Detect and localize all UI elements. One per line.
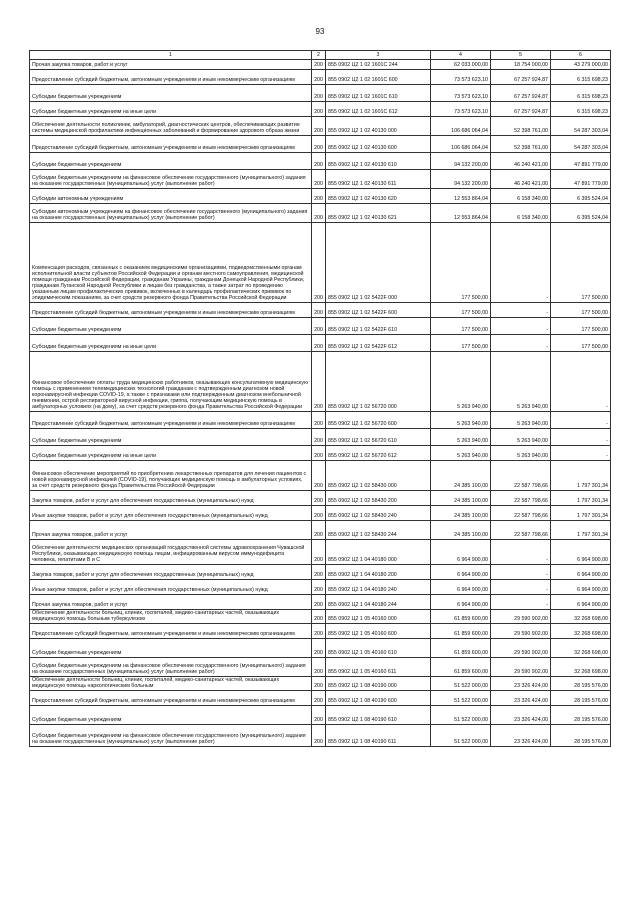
- row-name: Субсидии бюджетным учреждениям на финансовое обеспечение государственного (муниципального) задания на оказание государственных (муниципальных) услуг (выполнение работ): [30, 725, 312, 747]
- row-code: 200: [312, 725, 326, 747]
- table-row: [30, 204, 611, 223]
- row-value-approved: 51 522 000,00: [431, 706, 491, 725]
- row-value-executed: 5 263 940,00: [491, 446, 551, 461]
- row-name: Субсидии автономным учреждениям на финансовое обеспечение государственного (муниципального) задания на оказание государственных (муниципальных) услуг (выполнение работ): [30, 204, 312, 223]
- table-row: [30, 335, 611, 352]
- row-code: 200: [312, 102, 326, 117]
- table-row: [30, 540, 611, 565]
- row-value-approved: 94 132 200,00: [431, 170, 491, 189]
- table-row: [30, 446, 611, 461]
- row-value-unexecuted: 32 268 698,00: [551, 624, 611, 639]
- row-value-executed: 23 326 424,00: [491, 706, 551, 725]
- table-row: [30, 491, 611, 506]
- row-name: Субсидии бюджетным учреждениям на иные цели: [30, 102, 312, 117]
- table-row: [30, 658, 611, 677]
- row-value-approved: 6 964 900,00: [431, 595, 491, 610]
- row-code: 200: [312, 691, 326, 706]
- table-row: [30, 580, 611, 595]
- row-value-executed: 22 587 798,66: [491, 506, 551, 521]
- table-row: [30, 60, 611, 70]
- row-value-executed: 18 754 000,00: [491, 60, 551, 70]
- row-value-approved: 94 132 200,00: [431, 153, 491, 170]
- row-value-unexecuted: 6 315 698,23: [551, 70, 611, 85]
- row-classification-code: 855 0902 Ц2 1 08 40190 610: [326, 706, 431, 725]
- row-code: 200: [312, 352, 326, 412]
- row-value-approved: 12 553 864,04: [431, 204, 491, 223]
- row-value-executed: 67 257 924,87: [491, 85, 551, 102]
- row-value-executed: 23 326 424,00: [491, 677, 551, 691]
- row-code: 200: [312, 70, 326, 85]
- row-classification-code: 855 0902 Ц2 1 02 40130 600: [326, 136, 431, 153]
- row-code: 200: [312, 204, 326, 223]
- row-value-executed: -: [491, 540, 551, 565]
- table-row: [30, 706, 611, 725]
- row-value-executed: 29 590 902,00: [491, 639, 551, 658]
- row-value-unexecuted: 6 964 900,00: [551, 580, 611, 595]
- table-row: [30, 102, 611, 117]
- row-value-unexecuted: 177 500,00: [551, 303, 611, 318]
- row-value-executed: 5 263 940,00: [491, 429, 551, 446]
- row-value-executed: 22 587 798,66: [491, 461, 551, 491]
- row-classification-code: 855 0902 Ц2 1 02 56720 610: [326, 429, 431, 446]
- row-code: 200: [312, 223, 326, 303]
- table-row: [30, 677, 611, 691]
- row-classification-code: 855 0902 Ц2 1 02 58430 244: [326, 521, 431, 540]
- row-value-executed: 6 158 340,00: [491, 189, 551, 204]
- row-value-approved: 73 573 623,10: [431, 70, 491, 85]
- table-row: [30, 610, 611, 624]
- row-classification-code: 855 0902 Ц2 1 05 40160 610: [326, 639, 431, 658]
- row-value-executed: -: [491, 335, 551, 352]
- row-value-executed: 46 240 421,00: [491, 153, 551, 170]
- row-classification-code: 855 0902 Ц2 1 02 58430 000: [326, 461, 431, 491]
- row-value-approved: 24 385 100,00: [431, 461, 491, 491]
- row-classification-code: 855 0902 Ц2 1 04 40180 244: [326, 595, 431, 610]
- row-value-executed: 52 398 761,00: [491, 117, 551, 136]
- row-code: 200: [312, 136, 326, 153]
- row-value-unexecuted: 6 395 524,04: [551, 204, 611, 223]
- row-value-unexecuted: -: [551, 429, 611, 446]
- row-value-unexecuted: 1 797 301,34: [551, 491, 611, 506]
- table-row: [30, 170, 611, 189]
- row-code: 200: [312, 491, 326, 506]
- row-value-unexecuted: 28 195 576,00: [551, 706, 611, 725]
- row-classification-code: 855 0902 Ц2 1 02 1601С 610: [326, 85, 431, 102]
- row-value-executed: 23 326 424,00: [491, 725, 551, 747]
- row-value-approved: 61 859 600,00: [431, 639, 491, 658]
- table-row: [30, 565, 611, 580]
- row-value-approved: 177 500,00: [431, 303, 491, 318]
- column-header: 5: [491, 51, 551, 60]
- row-name: Обеспечение деятельности больниц, клиник, госпиталей, медико-санитарных частей, оказывающих медицинскую помощь больным туберкулезом: [30, 610, 312, 624]
- row-value-unexecuted: -: [551, 446, 611, 461]
- row-value-unexecuted: 177 500,00: [551, 223, 611, 303]
- page-number: 93: [315, 27, 325, 36]
- row-name: Обеспечение деятельности больниц, клиник, госпиталей, медико-санитарных частей, оказывающих медицинскую помощь наркологическим больным: [30, 677, 312, 691]
- row-value-executed: -: [491, 580, 551, 595]
- row-value-unexecuted: 28 195 576,00: [551, 677, 611, 691]
- row-name: Прочая закупка товаров, работ и услуг: [30, 521, 312, 540]
- row-value-approved: 51 522 000,00: [431, 725, 491, 747]
- row-code: 200: [312, 580, 326, 595]
- row-value-executed: 23 326 424,00: [491, 691, 551, 706]
- row-value-executed: 22 587 798,66: [491, 491, 551, 506]
- row-classification-code: 855 0902 Ц2 1 08 40190 611: [326, 725, 431, 747]
- row-classification-code: 855 0902 Ц2 1 02 1601С 244: [326, 60, 431, 70]
- row-code: 200: [312, 429, 326, 446]
- row-value-executed: -: [491, 565, 551, 580]
- table-row: [30, 117, 611, 136]
- row-value-unexecuted: 47 891 779,00: [551, 153, 611, 170]
- row-value-unexecuted: 54 287 303,04: [551, 136, 611, 153]
- row-name: Предоставление субсидий бюджетным, автономным учреждениям и иным некоммерческим организациям: [30, 691, 312, 706]
- row-name: Предоставление субсидий бюджетным, автономным учреждениям и иным некоммерческим организациям: [30, 136, 312, 153]
- column-header: 1: [30, 51, 312, 60]
- column-header: 3: [326, 51, 431, 60]
- column-header: 6: [551, 51, 611, 60]
- row-name: Прочая закупка товаров, работ и услуг: [30, 595, 312, 610]
- row-code: 200: [312, 85, 326, 102]
- row-value-approved: 177 500,00: [431, 223, 491, 303]
- row-name: Обеспечение деятельности медицинских организаций государственной системы здравоохранения Чувашской Республики, оказывающих медицинскую помощь лицам, инфицированным вирусом иммунодефицита человека, гепатитами B и C: [30, 540, 312, 565]
- row-name: Финансовое обеспечение оплаты труда медицинских работников, оказывающих консультативную медицинскую помощь с применением телемедицинских технологий гражданам с подтвержденным диагнозом новой коронавирусной инфекции COVID-19, а также с признаками или подтвержденным диагнозом внебольничной пневмонии, острой респираторной вирусной инфекции, гриппа, получающим медицинскую помощь в амбулаторных условиях (на дому), за счет средств резервного фонда Правительства Российской Федерации: [30, 352, 312, 412]
- table-row: [30, 153, 611, 170]
- row-code: 200: [312, 624, 326, 639]
- row-value-approved: 61 859 600,00: [431, 624, 491, 639]
- row-name: Субсидии бюджетным учреждениям на иные цели: [30, 335, 312, 352]
- row-value-executed: -: [491, 318, 551, 335]
- row-code: 200: [312, 303, 326, 318]
- budget-table: [29, 50, 611, 747]
- row-value-unexecuted: 177 500,00: [551, 318, 611, 335]
- row-classification-code: 855 0902 Ц2 1 02 5422F 610: [326, 318, 431, 335]
- column-header: 4: [431, 51, 491, 60]
- table-row: [30, 303, 611, 318]
- row-value-unexecuted: 32 268 698,00: [551, 639, 611, 658]
- row-value-executed: -: [491, 595, 551, 610]
- row-code: 200: [312, 189, 326, 204]
- row-classification-code: 855 0902 Ц2 1 02 56720 600: [326, 412, 431, 429]
- row-value-approved: 12 553 864,04: [431, 189, 491, 204]
- row-value-unexecuted: -: [551, 352, 611, 412]
- row-code: 200: [312, 117, 326, 136]
- table-row: [30, 318, 611, 335]
- row-value-approved: 73 573 623,10: [431, 102, 491, 117]
- row-classification-code: 855 0902 Ц2 1 02 40130 000: [326, 117, 431, 136]
- row-code: 200: [312, 153, 326, 170]
- row-value-executed: 29 590 902,00: [491, 658, 551, 677]
- row-name: Закупка товаров, работ и услуг для обеспечения государственных (муниципальных) нужд: [30, 565, 312, 580]
- row-value-unexecuted: 177 500,00: [551, 335, 611, 352]
- row-classification-code: 855 0902 Ц2 1 02 40130 620: [326, 189, 431, 204]
- row-classification-code: 855 0902 Ц2 1 02 56720 000: [326, 352, 431, 412]
- row-value-approved: 106 686 064,04: [431, 117, 491, 136]
- row-value-approved: 5 263 940,00: [431, 352, 491, 412]
- row-value-approved: 5 263 940,00: [431, 412, 491, 429]
- row-name: Субсидии бюджетным учреждениям на финансовое обеспечение государственного (муниципального) задания на оказание государственных (муниципальных) услуг (выполнение работ): [30, 658, 312, 677]
- row-value-unexecuted: 32 268 698,00: [551, 610, 611, 624]
- row-classification-code: 855 0902 Ц2 1 08 40190 600: [326, 691, 431, 706]
- table-row: [30, 429, 611, 446]
- row-value-approved: 177 500,00: [431, 335, 491, 352]
- row-name: Субсидии бюджетным учреждениям: [30, 639, 312, 658]
- row-classification-code: 855 0902 Ц2 1 02 40130 611: [326, 170, 431, 189]
- row-code: 200: [312, 318, 326, 335]
- row-name: Субсидии бюджетным учреждениям: [30, 85, 312, 102]
- row-value-approved: 62 033 000,00: [431, 60, 491, 70]
- row-value-unexecuted: 47 891 779,00: [551, 170, 611, 189]
- row-classification-code: 855 0902 Ц2 1 04 40180 200: [326, 565, 431, 580]
- row-name: Обеспечение деятельности поликлиник, амбулаторий, диагностических центров, обеспечивающих развитие системы медицинской профилактики инфекционных заболеваний и формирование здорового образа жизни: [30, 117, 312, 136]
- table-row: [30, 725, 611, 747]
- row-value-executed: 6 158 340,00: [491, 204, 551, 223]
- row-classification-code: 855 0902 Ц2 1 05 40160 000: [326, 610, 431, 624]
- table-row: [30, 189, 611, 204]
- row-name: Субсидии бюджетным учреждениям: [30, 318, 312, 335]
- row-name: Компенсация расходов, связанных с оказанием медицинскими организациями, подведомственными органам исполнительной власти субъектов Российской Федерации и органам местного самоуправления, медицинской помощи гражданам Российской Федерации, гражданам Украины, гражданам Донецкой Народной Республики, гражданам Луганской Народной Республики и лицам без гражданства, а также затрат по проведению указанным лицам профилактических прививок, включенных в календарь профилактических прививок по эпидемическим показаниям, за счет средств резервного фонда Правительства Российской Федерации: [30, 223, 312, 303]
- row-value-unexecuted: 6 315 698,23: [551, 85, 611, 102]
- row-code: 200: [312, 60, 326, 70]
- row-name: Прочая закупка товаров, работ и услуг: [30, 60, 312, 70]
- row-name: Предоставление субсидий бюджетным, автономным учреждениям и иным некоммерческим организациям: [30, 624, 312, 639]
- row-value-executed: -: [491, 223, 551, 303]
- row-classification-code: 855 0902 Ц2 1 02 5422F 612: [326, 335, 431, 352]
- table-row: [30, 624, 611, 639]
- row-classification-code: 855 0902 Ц2 1 02 1601С 600: [326, 70, 431, 85]
- row-code: 200: [312, 521, 326, 540]
- row-classification-code: 855 0902 Ц2 1 02 56720 612: [326, 446, 431, 461]
- table-row: [30, 412, 611, 429]
- table-row: [30, 506, 611, 521]
- row-value-unexecuted: 6 964 900,00: [551, 595, 611, 610]
- row-value-approved: 5 263 940,00: [431, 429, 491, 446]
- table-row: [30, 691, 611, 706]
- row-value-approved: 61 859 600,00: [431, 610, 491, 624]
- row-code: 200: [312, 677, 326, 691]
- row-name: Субсидии бюджетным учреждениям на финансовое обеспечение государственного (муниципального) задания на оказание государственных (муниципальных) услуг (выполнение работ): [30, 170, 312, 189]
- row-code: 200: [312, 540, 326, 565]
- row-value-approved: 61 859 600,00: [431, 658, 491, 677]
- row-code: 200: [312, 610, 326, 624]
- row-value-unexecuted: 6 395 524,04: [551, 189, 611, 204]
- row-classification-code: 855 0902 Ц2 1 02 5422F 000: [326, 223, 431, 303]
- row-classification-code: 855 0902 Ц2 1 02 5422F 600: [326, 303, 431, 318]
- table-row: [30, 461, 611, 491]
- row-value-approved: 106 686 064,04: [431, 136, 491, 153]
- row-value-executed: 67 257 924,87: [491, 70, 551, 85]
- row-classification-code: 855 0902 Ц2 1 02 58430 240: [326, 506, 431, 521]
- row-name: Субсидии бюджетным учреждениям: [30, 429, 312, 446]
- row-value-approved: 5 263 940,00: [431, 446, 491, 461]
- row-name: Иные закупки товаров, работ и услуг для обеспечения государственных (муниципальных) нужд: [30, 506, 312, 521]
- row-name: Субсидии бюджетным учреждениям на иные цели: [30, 446, 312, 461]
- row-name: Субсидии бюджетным учреждениям: [30, 706, 312, 725]
- row-value-approved: 24 385 100,00: [431, 506, 491, 521]
- row-value-unexecuted: 1 797 301,34: [551, 521, 611, 540]
- row-value-unexecuted: 54 287 303,04: [551, 117, 611, 136]
- row-code: 200: [312, 461, 326, 491]
- row-code: 200: [312, 639, 326, 658]
- row-value-unexecuted: 6 964 900,00: [551, 565, 611, 580]
- row-value-approved: 177 500,00: [431, 318, 491, 335]
- row-name: Предоставление субсидий бюджетным, автономным учреждениям и иным некоммерческим организациям: [30, 303, 312, 318]
- row-value-unexecuted: 28 195 576,00: [551, 725, 611, 747]
- table-row: [30, 136, 611, 153]
- row-value-unexecuted: 28 195 576,00: [551, 691, 611, 706]
- row-value-executed: 52 398 761,00: [491, 136, 551, 153]
- row-name: Закупка товаров, работ и услуг для обеспечения государственных (муниципальных) нужд: [30, 491, 312, 506]
- row-classification-code: 855 0902 Ц2 1 02 40130 610: [326, 153, 431, 170]
- row-value-executed: 46 240 421,00: [491, 170, 551, 189]
- row-code: 200: [312, 335, 326, 352]
- row-value-unexecuted: -: [551, 412, 611, 429]
- row-value-approved: 6 964 900,00: [431, 540, 491, 565]
- row-code: 200: [312, 565, 326, 580]
- table-row: [30, 639, 611, 658]
- row-code: 200: [312, 506, 326, 521]
- row-value-executed: 67 257 924,87: [491, 102, 551, 117]
- row-classification-code: 855 0902 Ц2 1 05 40160 600: [326, 624, 431, 639]
- row-code: 200: [312, 446, 326, 461]
- row-code: 200: [312, 412, 326, 429]
- row-value-executed: -: [491, 303, 551, 318]
- table-row: [30, 352, 611, 412]
- row-value-executed: 29 590 902,00: [491, 624, 551, 639]
- table-row: [30, 595, 611, 610]
- row-code: 200: [312, 170, 326, 189]
- row-value-unexecuted: 43 279 000,00: [551, 60, 611, 70]
- row-value-executed: 5 263 940,00: [491, 352, 551, 412]
- row-name: Предоставление субсидий бюджетным, автономным учреждениям и иным некоммерческим организациям: [30, 412, 312, 429]
- row-value-executed: 22 587 798,66: [491, 521, 551, 540]
- table-header-row: [30, 51, 611, 60]
- row-name: Финансовое обеспечение мероприятий по приобретению лекарственных препаратов для лечения пациентов с новой коронавирусной инфекцией (COVID-19), получающих медицинскую помощь в амбулаторных условиях, за счет средств резервного фонда Правительства Российской Федерации: [30, 461, 312, 491]
- row-value-unexecuted: 6 315 698,23: [551, 102, 611, 117]
- row-classification-code: 855 0902 Ц2 1 04 40180 240: [326, 580, 431, 595]
- table-row: [30, 223, 611, 303]
- row-classification-code: 855 0902 Ц2 1 02 58430 200: [326, 491, 431, 506]
- table-row: [30, 70, 611, 85]
- row-value-approved: 24 385 100,00: [431, 491, 491, 506]
- row-code: 200: [312, 595, 326, 610]
- row-value-approved: 73 573 623,10: [431, 85, 491, 102]
- row-classification-code: 855 0902 Ц2 1 04 40180 000: [326, 540, 431, 565]
- row-classification-code: 855 0902 Ц2 1 08 40190 000: [326, 677, 431, 691]
- row-value-approved: 6 964 900,00: [431, 580, 491, 595]
- row-code: 200: [312, 706, 326, 725]
- row-name: Иные закупки товаров, работ и услуг для обеспечения государственных (муниципальных) нужд: [30, 580, 312, 595]
- row-name: Предоставление субсидий бюджетным, автономным учреждениям и иным некоммерческим организациям: [30, 70, 312, 85]
- column-header: 2: [312, 51, 326, 60]
- row-classification-code: 855 0902 Ц2 1 02 40130 621: [326, 204, 431, 223]
- row-value-approved: 51 522 000,00: [431, 691, 491, 706]
- row-value-approved: 6 964 900,00: [431, 565, 491, 580]
- table-row: [30, 85, 611, 102]
- row-value-unexecuted: 6 964 900,00: [551, 540, 611, 565]
- row-value-unexecuted: 1 797 301,34: [551, 506, 611, 521]
- row-value-approved: 51 522 000,00: [431, 677, 491, 691]
- row-value-unexecuted: 32 268 698,00: [551, 658, 611, 677]
- row-value-unexecuted: 1 797 301,34: [551, 461, 611, 491]
- row-classification-code: 855 0902 Ц2 1 05 40160 611: [326, 658, 431, 677]
- table-row: [30, 521, 611, 540]
- row-value-executed: 29 590 902,00: [491, 610, 551, 624]
- row-classification-code: 855 0902 Ц2 1 02 1601С 612: [326, 102, 431, 117]
- row-value-approved: 24 385 100,00: [431, 521, 491, 540]
- row-name: Субсидии автономным учреждениям: [30, 189, 312, 204]
- row-value-executed: 5 263 940,00: [491, 412, 551, 429]
- row-name: Субсидии бюджетным учреждениям: [30, 153, 312, 170]
- row-code: 200: [312, 658, 326, 677]
